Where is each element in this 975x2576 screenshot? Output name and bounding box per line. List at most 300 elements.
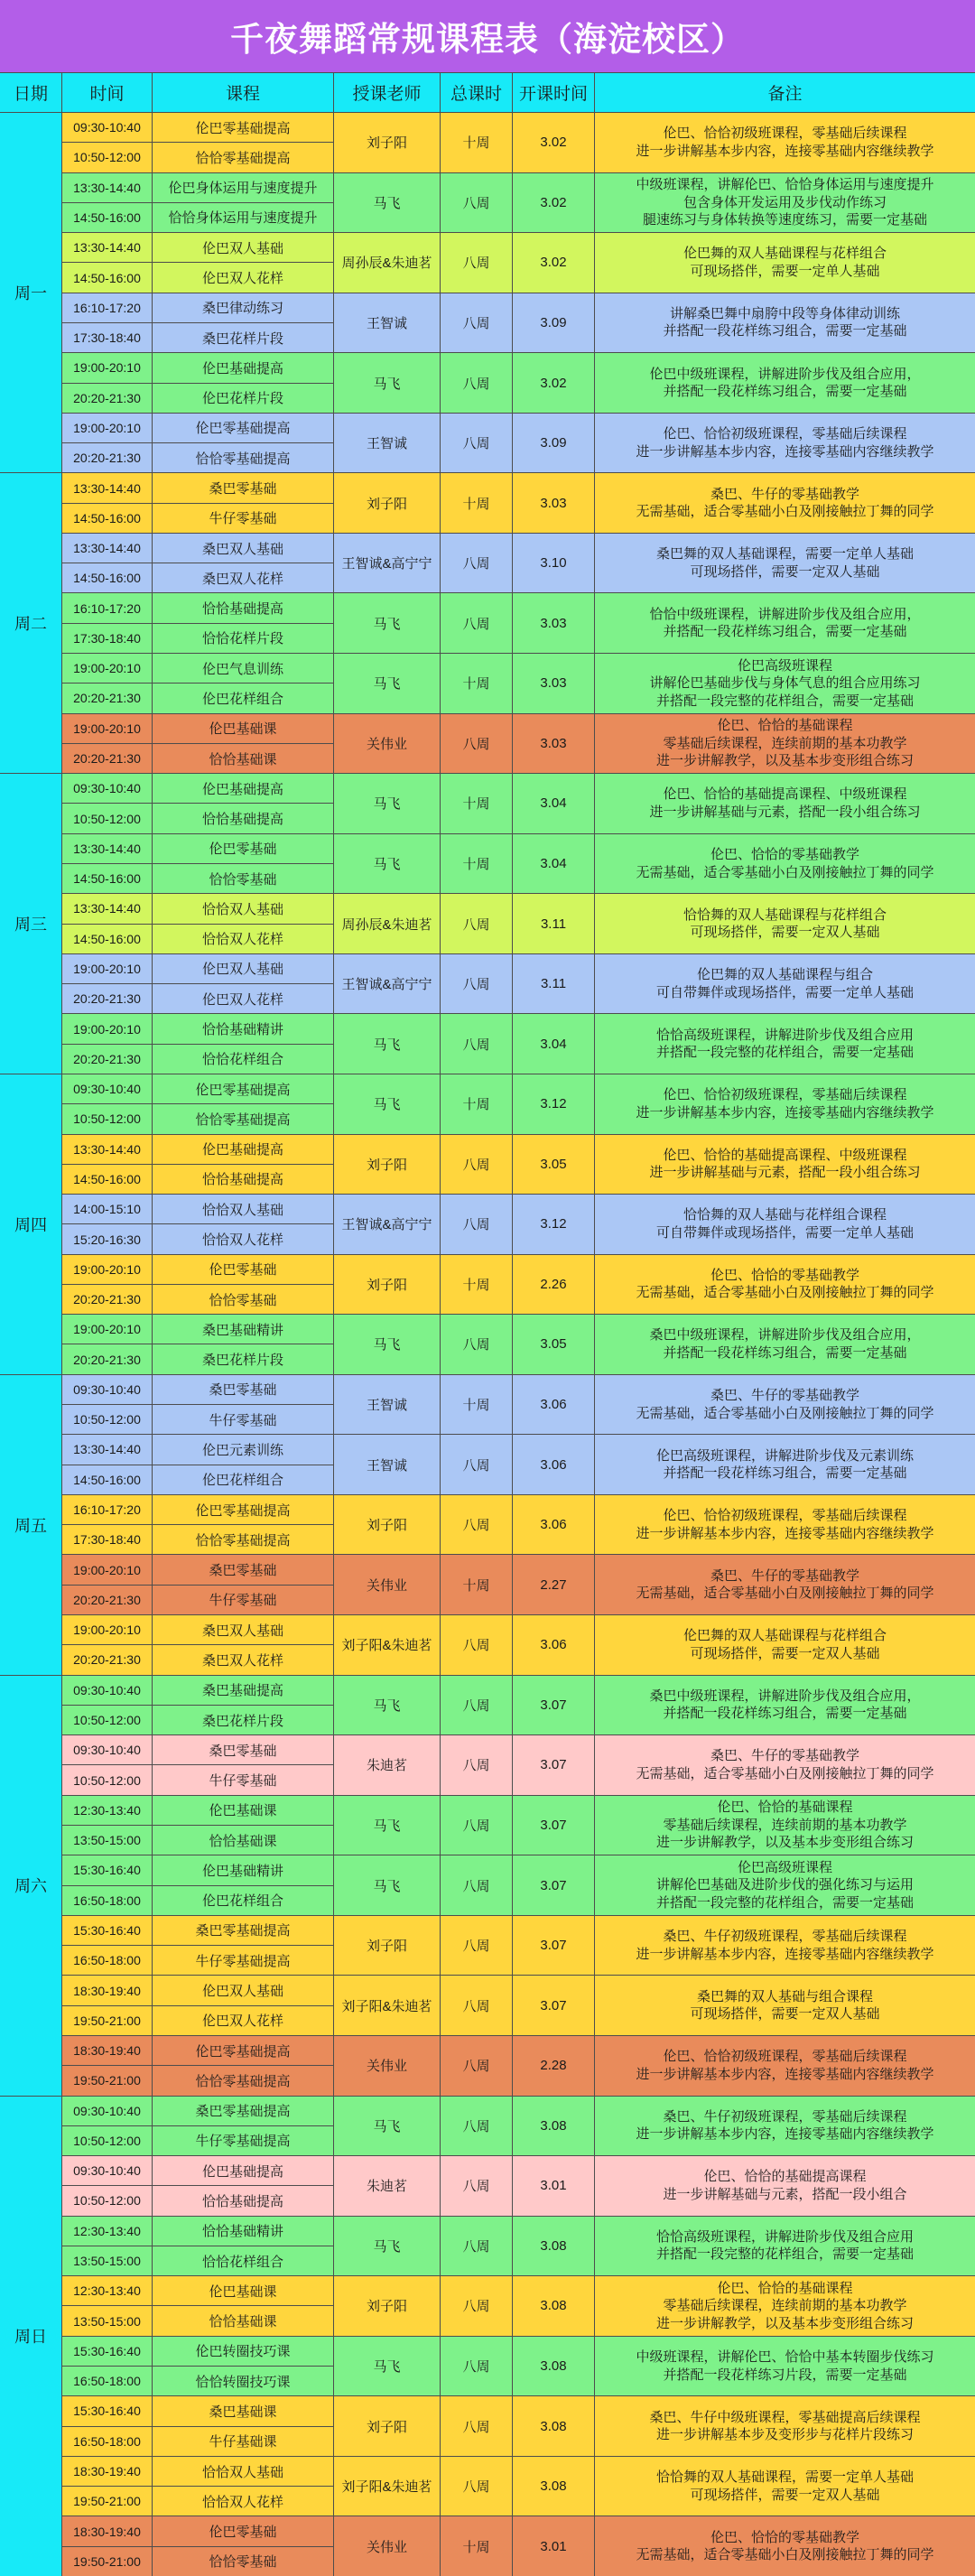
course-name: 伦巴基础课 (153, 1796, 333, 1825)
course-name: 桑巴双人基础 (153, 1615, 333, 1644)
session-time: 16:50-18:00 (62, 2427, 152, 2456)
note-line: 并搭配一段花样练习组合，需要一定基础 (663, 323, 907, 339)
start-date: 3.01 (513, 2156, 594, 2216)
session-time: 14:50-16:00 (62, 1465, 152, 1494)
course-name: 牛仔基础课 (153, 2427, 333, 2456)
note-line: 腿速练习与身体转换等速度练习，需要一定基础 (642, 212, 927, 228)
session-time: 19:00-20:10 (62, 353, 152, 382)
note-line: 并搭配一段花样练习组合，需要一定基础 (663, 624, 907, 640)
total-weeks: 八周 (441, 1855, 512, 1915)
course-name: 桑巴零基础提高 (153, 2097, 333, 2125)
note-line: 桑巴中级班课程，讲解进阶步伐及组合应用， (649, 1327, 921, 1344)
total-weeks: 八周 (441, 1976, 512, 2035)
note-line: 进一步讲解教学，以及基本步变形组合练习 (655, 1835, 914, 1851)
course-notes (595, 654, 975, 713)
day-label: 周四 (0, 1074, 61, 1374)
note-line: 恰恰中级班课程，讲解进阶步伐及组合应用， (649, 606, 921, 622)
course-name: 恰恰身体运用与速度提升 (153, 203, 333, 232)
session-time: 12:30-13:40 (62, 1796, 152, 1825)
course-notes (595, 233, 975, 293)
day-label: 周二 (0, 473, 61, 773)
session-time: 15:20-16:30 (62, 1224, 152, 1253)
course-name: 伦巴基础课 (153, 2276, 333, 2305)
course-notes (595, 954, 975, 1014)
session-time: 16:10-17:20 (62, 293, 152, 322)
course-name: 伦巴基础精讲 (153, 1855, 333, 1884)
note-line: 伦巴、恰恰初级班课程，零基础后续课程 (663, 1508, 907, 1524)
note-line: 无需基础，适合零基础小白及刚接触拉丁舞的同学 (636, 504, 934, 520)
note-line: 并搭配一段完整的花样组合，需要一定基础 (655, 1045, 914, 1061)
total-weeks: 八周 (441, 894, 512, 953)
note-line: 伦巴高级班课程 (737, 1859, 832, 1875)
total-weeks: 十周 (441, 774, 512, 833)
note-line: 零基础后续课程，连续前期的基本功教学 (663, 2298, 907, 2314)
start-date: 3.09 (513, 414, 594, 473)
note-line: 可自带舞伴或现场搭伴，需要一定单人基础 (655, 1224, 914, 1241)
teacher-name: 王智诚&高宁宁 (334, 1195, 440, 1254)
course-notes (595, 1976, 975, 2035)
course-name: 伦巴零基础提高 (153, 414, 333, 442)
course-notes (595, 774, 975, 833)
session-time: 10:50-12:00 (62, 143, 152, 172)
session-time: 20:20-21:30 (62, 684, 152, 712)
course-notes (595, 473, 975, 533)
session-time: 19:50-21:00 (62, 2066, 152, 2095)
teacher-name: 王智诚 (334, 414, 440, 473)
course-name: 伦巴基础提高 (153, 353, 333, 382)
session-time: 14:50-16:00 (62, 925, 152, 953)
total-weeks: 十周 (441, 1375, 512, 1435)
session-time: 19:00-20:10 (62, 714, 152, 743)
note-line: 伦巴、恰恰的基础课程 (717, 1799, 853, 1816)
teacher-name: 刘子阳&朱迪茗 (334, 2457, 440, 2516)
course-notes (595, 113, 975, 172)
day-label: 周三 (0, 774, 61, 1074)
teacher-name: 马飞 (334, 654, 440, 713)
session-time: 14:50-16:00 (62, 203, 152, 232)
start-date: 3.12 (513, 1195, 594, 1254)
start-date: 2.27 (513, 1555, 594, 1614)
note-line: 恰恰舞的双人基础与花样组合课程 (682, 1207, 887, 1223)
course-notes (595, 2516, 975, 2576)
start-date: 3.06 (513, 1615, 594, 1675)
total-weeks: 八周 (441, 2396, 512, 2456)
total-weeks: 十周 (441, 1555, 512, 1614)
note-line: 伦巴、恰恰初级班课程，零基础后续课程 (663, 2049, 907, 2065)
note-line: 讲解伦巴基础步伐与身体气息的组合应用练习 (649, 675, 921, 692)
teacher-name: 刘子阳 (334, 113, 440, 172)
teacher-name: 周孙辰&朱迪茗 (334, 233, 440, 293)
course-name: 伦巴零基础提高 (153, 1495, 333, 1524)
course-name: 桑巴双人基础 (153, 534, 333, 563)
course-name: 牛仔零基础 (153, 1765, 333, 1794)
note-line: 恰恰高级班课程，讲解进阶步伐及组合应用 (655, 1027, 914, 1043)
session-time: 14:50-16:00 (62, 1165, 152, 1194)
course-name: 桑巴基础课 (153, 2396, 333, 2425)
session-time: 14:50-16:00 (62, 864, 152, 893)
note-line: 桑巴、牛仔初级班课程，零基础后续课程 (663, 1929, 907, 1945)
total-weeks: 八周 (441, 1735, 512, 1795)
teacher-name: 马飞 (334, 2337, 440, 2396)
session-time: 19:00-20:10 (62, 1555, 152, 1584)
note-line: 并搭配一段花样练习片段，需要一定基础 (663, 2367, 907, 2383)
course-notes (595, 1014, 975, 1074)
note-line: 伦巴、恰恰的基础课程 (717, 2280, 853, 2296)
start-date: 3.07 (513, 1855, 594, 1915)
course-name: 恰恰双人基础 (153, 894, 333, 923)
teacher-name: 刘子阳&朱迪茗 (334, 1615, 440, 1675)
note-line: 并搭配一段完整的花样组合，需要一定基础 (655, 2246, 914, 2263)
course-notes (595, 353, 975, 413)
total-weeks: 八周 (441, 1135, 512, 1195)
session-time: 19:00-20:10 (62, 414, 152, 442)
teacher-name: 关伟业 (334, 1555, 440, 1614)
teacher-name: 朱迪茗 (334, 2156, 440, 2216)
note-line: 可现场搭伴，需要一定双人基础 (690, 2487, 880, 2503)
start-date: 2.26 (513, 1255, 594, 1315)
session-time: 15:30-16:40 (62, 1916, 152, 1945)
course-name: 恰恰零基础 (153, 1285, 333, 1314)
course-name: 牛仔零基础提高 (153, 1946, 333, 1975)
course-name: 牛仔零基础 (153, 1405, 333, 1434)
teacher-name: 马飞 (334, 173, 440, 233)
day-label: 周一 (0, 113, 61, 472)
teacher-name: 王智诚 (334, 293, 440, 353)
course-name: 恰恰基础提高 (153, 1165, 333, 1194)
course-notes (595, 1315, 975, 1374)
start-date: 3.08 (513, 2097, 594, 2156)
session-time: 13:30-14:40 (62, 1135, 152, 1164)
session-time: 19:00-20:10 (62, 1315, 152, 1344)
teacher-name: 朱迪茗 (334, 1735, 440, 1795)
teacher-name: 刘子阳 (334, 1135, 440, 1195)
note-line: 进一步讲解基础与元素，搭配一段小组合 (663, 2186, 907, 2202)
course-name: 伦巴零基础 (153, 834, 333, 863)
note-line: 伦巴、恰恰初级班课程，零基础后续课程 (663, 1087, 907, 1103)
total-weeks: 八周 (441, 1916, 512, 1976)
teacher-name: 刘子阳 (334, 1255, 440, 1315)
teacher-name: 刘子阳 (334, 2276, 440, 2336)
session-time: 20:20-21:30 (62, 1285, 152, 1314)
teacher-name: 王智诚 (334, 1435, 440, 1494)
note-line: 桑巴、牛仔中级班课程，零基础提高后续课程 (649, 2409, 921, 2425)
note-line: 包含身体开发运用及步伐动作练习 (682, 194, 887, 210)
session-time: 15:30-16:40 (62, 1855, 152, 1884)
start-date: 3.02 (513, 173, 594, 233)
total-weeks: 十周 (441, 2516, 512, 2576)
note-line: 恰恰舞的双人基础课程与花样组合 (682, 907, 887, 923)
course-name: 桑巴零基础提高 (153, 1916, 333, 1945)
total-weeks: 八周 (441, 2097, 512, 2156)
course-name: 恰恰基础课 (153, 1826, 333, 1855)
course-name: 恰恰转圈技巧课 (153, 2367, 333, 2395)
note-line: 可现场搭伴，需要一定双人基础 (690, 563, 880, 580)
note-line: 无需基础，适合零基础小白及刚接触拉丁舞的同学 (636, 1405, 934, 1421)
note-line: 无需基础，适合零基础小白及刚接触拉丁舞的同学 (636, 864, 934, 880)
total-weeks: 八周 (441, 593, 512, 653)
course-notes (595, 1555, 975, 1614)
session-time: 15:30-16:40 (62, 2396, 152, 2425)
session-time: 09:30-10:40 (62, 1735, 152, 1764)
note-line: 桑巴、牛仔的零基础教学 (710, 1388, 859, 1404)
teacher-name: 马飞 (334, 1315, 440, 1374)
session-time: 20:20-21:30 (62, 384, 152, 413)
course-name: 伦巴零基础 (153, 2516, 333, 2545)
total-weeks: 八周 (441, 1495, 512, 1555)
course-name: 恰恰双人花样 (153, 1224, 333, 1253)
course-name: 恰恰零基础提高 (153, 1525, 333, 1554)
session-time: 17:30-18:40 (62, 1525, 152, 1554)
total-weeks: 十周 (441, 654, 512, 713)
course-name: 牛仔零基础 (153, 504, 333, 533)
note-line: 进一步讲解基本步内容，连接零基础内容继续教学 (636, 2126, 934, 2143)
total-weeks: 十周 (441, 473, 512, 533)
session-time: 20:20-21:30 (62, 1344, 152, 1373)
start-date: 3.07 (513, 1916, 594, 1976)
note-line: 可现场搭伴，需要一定双人基础 (690, 2006, 880, 2023)
note-line: 伦巴、恰恰的零基础教学 (710, 847, 859, 862)
course-name: 恰恰零基础提高 (153, 1104, 333, 1133)
start-date: 3.04 (513, 774, 594, 833)
start-date: 3.08 (513, 2276, 594, 2336)
note-line: 进一步讲解基本步及变形步与花样片段练习 (655, 2427, 914, 2443)
total-weeks: 八周 (441, 954, 512, 1014)
note-line: 桑巴舞的双人基础与组合课程 (696, 1988, 873, 2004)
session-time: 19:50-21:00 (62, 2487, 152, 2516)
note-line: 无需基础，适合零基础小白及刚接触拉丁舞的同学 (636, 1765, 934, 1781)
note-line: 伦巴舞的双人基础课程与花样组合 (682, 1628, 887, 1644)
session-time: 16:50-18:00 (62, 2367, 152, 2395)
course-name: 恰恰零基础 (153, 2547, 333, 2576)
note-line: 可现场搭伴，需要一定单人基础 (690, 263, 880, 279)
session-time: 18:30-19:40 (62, 1976, 152, 2004)
session-time: 13:30-14:40 (62, 534, 152, 563)
session-time: 13:50-15:00 (62, 2246, 152, 2275)
course-name: 牛仔零基础提高 (153, 2126, 333, 2155)
session-time: 09:30-10:40 (62, 1676, 152, 1705)
course-notes (595, 894, 975, 953)
note-line: 讲解桑巴舞中扇胯中段等身体律动训练 (669, 305, 900, 321)
course-notes (595, 1195, 975, 1254)
note-line: 并搭配一段花样练习组合，需要一定基础 (663, 1344, 907, 1361)
total-weeks: 八周 (441, 1195, 512, 1254)
course-name: 恰恰双人基础 (153, 2457, 333, 2486)
course-name: 恰恰花样片段 (153, 624, 333, 653)
note-line: 零基础后续课程，连续前期的基本功教学 (663, 735, 907, 751)
start-date: 3.07 (513, 1796, 594, 1855)
teacher-name: 刘子阳 (334, 473, 440, 533)
note-line: 并搭配一段花样练习组合，需要一定基础 (663, 1706, 907, 1722)
start-date: 3.03 (513, 654, 594, 713)
note-line: 伦巴高级班课程 (737, 657, 832, 674)
note-line: 桑巴、牛仔的零基础教学 (710, 1748, 859, 1764)
total-weeks: 八周 (441, 534, 512, 593)
course-notes (595, 1796, 975, 1855)
course-name: 桑巴零基础 (153, 1375, 333, 1404)
course-name: 伦巴双人花样 (153, 263, 333, 292)
course-name: 伦巴花样组合 (153, 684, 333, 712)
total-weeks: 八周 (441, 414, 512, 473)
teacher-name: 关伟业 (334, 714, 440, 774)
note-line: 进一步讲解教学，以及基本步变形组合练习 (655, 2315, 914, 2331)
teacher-name: 马飞 (334, 1796, 440, 1855)
session-time: 20:20-21:30 (62, 443, 152, 472)
note-line: 恰恰舞的双人基础课程，需要一定单人基础 (655, 2469, 914, 2486)
course-name: 伦巴花样片段 (153, 384, 333, 413)
column-header-teacher: 授课老师 (334, 73, 440, 112)
session-time: 19:00-20:10 (62, 654, 152, 683)
course-name: 桑巴花样片段 (153, 1706, 333, 1734)
session-time: 10:50-12:00 (62, 1405, 152, 1434)
start-date: 3.03 (513, 714, 594, 774)
course-notes (595, 2276, 975, 2336)
course-name: 牛仔零基础 (153, 1586, 333, 1614)
course-name: 桑巴律动练习 (153, 293, 333, 322)
column-header-date: 日期 (0, 73, 61, 112)
note-line: 进一步讲解基本步内容，连接零基础内容继续教学 (636, 1104, 934, 1121)
course-notes (595, 593, 975, 653)
session-time: 14:50-16:00 (62, 504, 152, 533)
course-name: 恰恰双人花样 (153, 2487, 333, 2516)
teacher-name: 马飞 (334, 1074, 440, 1134)
note-line: 伦巴、恰恰的零基础教学 (710, 2529, 859, 2545)
course-notes (595, 714, 975, 774)
note-line: 可现场搭伴，需要一定双人基础 (690, 1645, 880, 1661)
start-date: 3.06 (513, 1375, 594, 1435)
course-notes (595, 1615, 975, 1675)
note-line: 桑巴、牛仔的零基础教学 (710, 486, 859, 502)
course-name: 伦巴花样组合 (153, 1465, 333, 1494)
teacher-name: 刘子阳 (334, 1916, 440, 1976)
session-time: 13:30-14:40 (62, 1435, 152, 1464)
course-name: 恰恰零基础提高 (153, 2066, 333, 2095)
course-name: 恰恰基础提高 (153, 593, 333, 622)
session-time: 20:20-21:30 (62, 744, 152, 773)
teacher-name: 关伟业 (334, 2516, 440, 2576)
course-name: 恰恰基础精讲 (153, 1014, 333, 1043)
start-date: 3.02 (513, 113, 594, 172)
note-line: 中级班课程，讲解伦巴、恰恰身体运用与速度提升 (636, 177, 934, 193)
day-label: 周五 (0, 1375, 61, 1675)
session-time: 19:00-20:10 (62, 1615, 152, 1644)
course-name: 伦巴双人基础 (153, 954, 333, 983)
total-weeks: 十周 (441, 1255, 512, 1315)
course-notes (595, 414, 975, 473)
start-date: 3.03 (513, 593, 594, 653)
session-time: 20:20-21:30 (62, 1045, 152, 1074)
session-time: 19:00-20:10 (62, 954, 152, 983)
schedule-table (0, 72, 975, 2576)
session-time: 13:30-14:40 (62, 894, 152, 923)
column-header-start-date: 开课时间 (513, 73, 594, 112)
note-line: 伦巴、恰恰初级班课程，零基础后续课程 (663, 426, 907, 442)
total-weeks: 八周 (441, 1676, 512, 1735)
total-weeks: 十周 (441, 1074, 512, 1134)
note-line: 无需基础，适合零基础小白及刚接触拉丁舞的同学 (636, 2547, 934, 2563)
session-time: 18:30-19:40 (62, 2036, 152, 2065)
session-time: 10:50-12:00 (62, 2126, 152, 2155)
start-date: 3.07 (513, 1676, 594, 1735)
total-weeks: 八周 (441, 2156, 512, 2216)
start-date: 3.12 (513, 1074, 594, 1134)
course-notes (595, 293, 975, 353)
note-line: 零基础后续课程，连续前期的基本功教学 (663, 1817, 907, 1833)
note-line: 桑巴、牛仔的零基础教学 (710, 1567, 859, 1584)
session-time: 09:30-10:40 (62, 113, 152, 142)
session-time: 10:50-12:00 (62, 2186, 152, 2215)
course-name: 恰恰双人基础 (153, 1195, 333, 1223)
course-name: 桑巴基础精讲 (153, 1315, 333, 1344)
total-weeks: 八周 (441, 2217, 512, 2276)
course-name: 伦巴零基础提高 (153, 113, 333, 142)
start-date: 3.06 (513, 1495, 594, 1555)
session-time: 09:30-10:40 (62, 774, 152, 803)
note-line: 并搭配一段完整的花样组合，需要一定基础 (655, 693, 914, 709)
start-date: 3.09 (513, 293, 594, 353)
course-name: 恰恰基础精讲 (153, 2217, 333, 2246)
session-time: 13:30-14:40 (62, 173, 152, 202)
note-line: 伦巴、恰恰初级班课程，零基础后续课程 (663, 126, 907, 142)
session-time: 16:50-18:00 (62, 1946, 152, 1975)
session-time: 14:50-16:00 (62, 263, 152, 292)
course-notes (595, 1855, 975, 1915)
session-time: 17:30-18:40 (62, 624, 152, 653)
note-line: 进一步讲解基础与元素，搭配一段小组合练习 (649, 1165, 921, 1181)
teacher-name: 刘子阳 (334, 2396, 440, 2456)
start-date: 3.08 (513, 2217, 594, 2276)
course-name: 伦巴双人基础 (153, 1976, 333, 2004)
start-date: 3.08 (513, 2396, 594, 2456)
session-time: 19:00-20:10 (62, 1255, 152, 1284)
course-name: 伦巴双人基础 (153, 233, 333, 262)
note-line: 并搭配一段花样练习组合，需要一定基础 (663, 384, 907, 400)
session-time: 20:20-21:30 (62, 984, 152, 1013)
note-line: 伦巴、恰恰的基础提高课程、中级班课程 (663, 786, 907, 803)
session-time: 10:50-12:00 (62, 1765, 152, 1794)
course-notes (595, 1495, 975, 1555)
course-notes (595, 2396, 975, 2456)
course-name: 恰恰双人花样 (153, 925, 333, 953)
session-time: 09:30-10:40 (62, 2156, 152, 2185)
total-weeks: 八周 (441, 2457, 512, 2516)
course-notes (595, 834, 975, 894)
session-time: 14:00-15:10 (62, 1195, 152, 1223)
start-date: 3.11 (513, 954, 594, 1014)
teacher-name: 关伟业 (334, 2036, 440, 2096)
session-time: 16:10-17:20 (62, 1495, 152, 1524)
session-time: 09:30-10:40 (62, 1074, 152, 1103)
note-line: 伦巴舞的双人基础课程与花样组合 (682, 246, 887, 262)
day-label: 周日 (0, 2097, 61, 2576)
start-date: 3.01 (513, 2516, 594, 2576)
course-name: 桑巴零基础 (153, 1555, 333, 1584)
note-line: 进一步讲解基础与元素，搭配一段小组合练习 (649, 804, 921, 820)
note-line: 进一步讲解基本步内容，连接零基础内容继续教学 (636, 1946, 934, 1962)
session-time: 10:50-12:00 (62, 1706, 152, 1734)
total-weeks: 十周 (441, 834, 512, 894)
note-line: 伦巴、恰恰的基础提高课程、中级班课程 (663, 1147, 907, 1163)
course-name: 伦巴基础提高 (153, 2156, 333, 2185)
total-weeks: 八周 (441, 293, 512, 353)
session-time: 19:50-21:00 (62, 2006, 152, 2035)
course-name: 伦巴转圈技巧课 (153, 2337, 333, 2366)
session-time: 12:30-13:40 (62, 2276, 152, 2305)
note-line: 并搭配一段完整的花样组合，需要一定基础 (655, 1894, 914, 1911)
course-name: 伦巴气息训练 (153, 654, 333, 683)
column-header-time: 时间 (62, 73, 152, 112)
session-time: 18:30-19:40 (62, 2516, 152, 2545)
total-weeks: 八周 (441, 1014, 512, 1074)
